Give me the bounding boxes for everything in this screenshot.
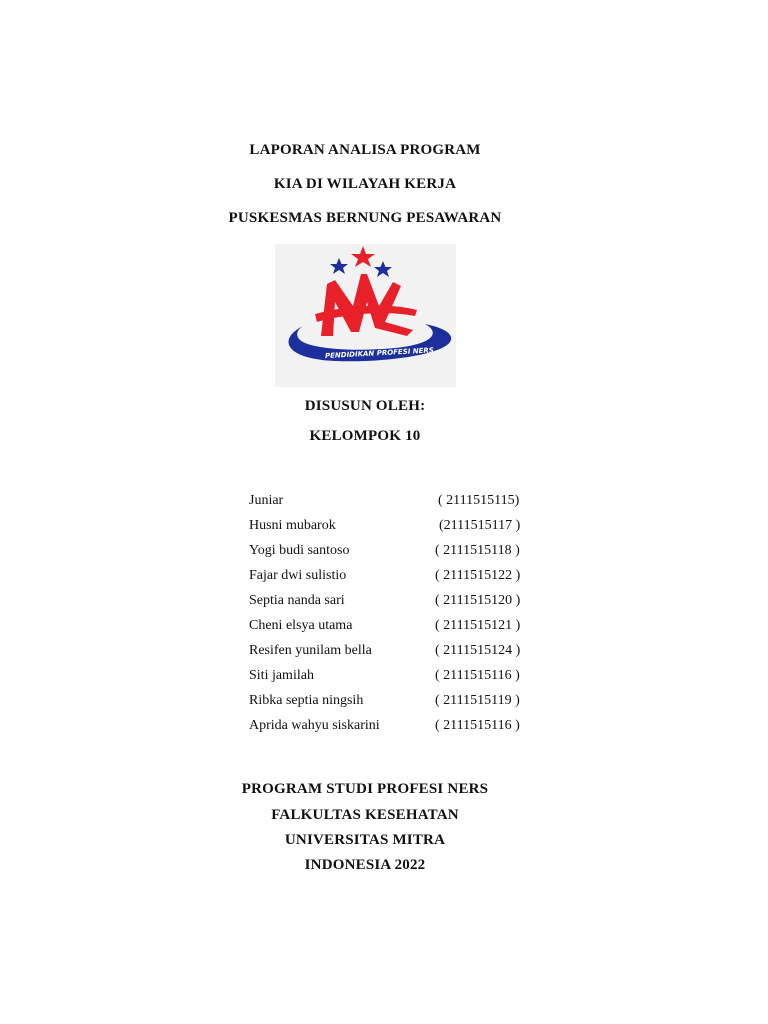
member-id: ( 2111515116 ) <box>435 718 520 733</box>
footer-line-2: FALKULTAS KESEHATAN <box>271 807 459 823</box>
member-id: ( 2111515122 ) <box>435 568 521 583</box>
member-row <box>249 688 549 713</box>
member-row <box>249 613 549 638</box>
member-id: (2111515117 ) <box>439 518 521 533</box>
group-name: KELOMPOK 10 <box>309 428 421 444</box>
member-row <box>249 638 549 663</box>
member-id: ( 2111515120 ) <box>435 593 521 608</box>
member-name: Resifen yunilam bella <box>249 643 372 658</box>
member-row <box>249 538 549 563</box>
member-name: Cheni elsya utama <box>249 618 353 633</box>
member-row <box>249 563 549 588</box>
member-id: ( 2111515119 ) <box>435 693 520 708</box>
member-name: Juniar <box>249 493 284 508</box>
footer-line-1: PROGRAM STUDI PROFESI NERS <box>241 781 489 797</box>
member-row <box>249 588 549 613</box>
member-list <box>249 488 549 738</box>
logo-caption-text: PENDIDIKAN PROFESI NERS <box>324 346 435 361</box>
footer-line-4: INDONESIA 2022 <box>304 857 426 873</box>
member-name: Fajar dwi sulistio <box>249 568 347 583</box>
institution-logo <box>275 244 456 387</box>
logo-star-red <box>351 246 375 267</box>
member-id: ( 2111515124 ) <box>435 643 521 658</box>
logo-red-ribbon <box>321 274 413 336</box>
member-name: Ribka septia ningsih <box>249 693 364 708</box>
authors-heading: DISUSUN OLEH: <box>304 398 426 414</box>
member-id: ( 2111515116 ) <box>435 668 520 683</box>
member-id: ( 2111515121 ) <box>435 618 521 633</box>
member-name: Siti jamilah <box>249 668 314 683</box>
footer-line-3: UNIVERSITAS MITRA <box>284 832 446 848</box>
member-row <box>249 488 549 513</box>
logo-graphic <box>275 244 456 387</box>
member-row <box>249 713 549 738</box>
member-name: Yogi budi santoso <box>249 543 350 558</box>
member-name: Husni mubarok <box>249 518 336 533</box>
member-name: Septia nanda sari <box>249 593 345 608</box>
logo-star-blue-left <box>330 258 348 274</box>
member-id: ( 2111515115) <box>438 493 520 508</box>
report-title-line-2: KIA DI WILAYAH KERJA <box>273 176 457 192</box>
member-id: ( 2111515118 ) <box>435 543 520 558</box>
member-row <box>249 513 549 538</box>
logo-star-blue-right <box>374 261 392 277</box>
member-row <box>249 663 549 688</box>
report-title-line-3: PUSKESMAS BERNUNG PESAWARAN <box>228 210 502 226</box>
member-name: Aprida wahyu siskarini <box>249 718 380 733</box>
report-title-line-1: LAPORAN ANALISA PROGRAM <box>249 142 481 158</box>
